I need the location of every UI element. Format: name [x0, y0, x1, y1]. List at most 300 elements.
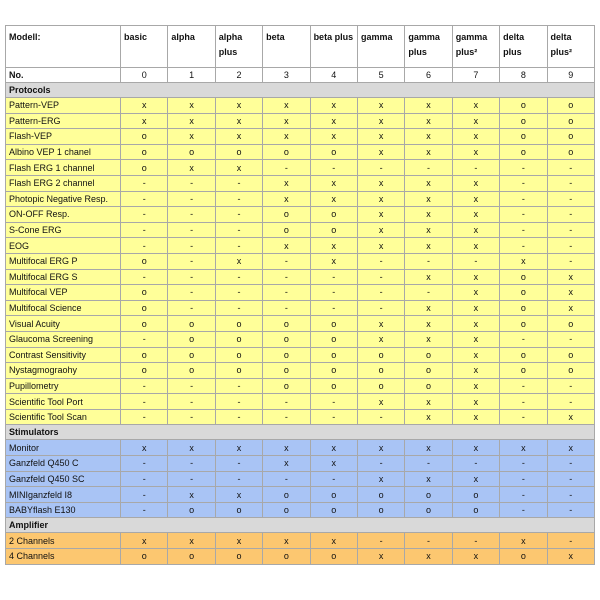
availability-cell: x: [215, 98, 262, 114]
availability-cell: o: [357, 378, 404, 394]
availability-cell: x: [452, 549, 499, 565]
availability-cell: -: [547, 487, 594, 503]
availability-cell: -: [452, 160, 499, 176]
availability-cell: -: [121, 175, 168, 191]
availability-cell: o: [263, 378, 310, 394]
table-row: [6, 487, 595, 503]
row-label: Pattern-ERG: [6, 113, 121, 129]
availability-cell: -: [168, 222, 215, 238]
availability-cell: -: [168, 285, 215, 301]
availability-cell: x: [310, 129, 357, 145]
model-number-cell: 7: [452, 68, 499, 83]
availability-cell: x: [405, 394, 452, 410]
availability-cell: o: [357, 487, 404, 503]
availability-cell: x: [452, 347, 499, 363]
availability-cell: o: [121, 347, 168, 363]
availability-cell: o: [168, 331, 215, 347]
availability-cell: -: [310, 471, 357, 487]
availability-cell: x: [452, 394, 499, 410]
availability-cell: x: [405, 471, 452, 487]
availability-cell: o: [357, 347, 404, 363]
availability-cell: o: [168, 502, 215, 518]
table-row: [6, 238, 595, 254]
availability-cell: x: [215, 440, 262, 456]
section-title: Protocols: [6, 83, 595, 98]
availability-cell: -: [121, 487, 168, 503]
availability-cell: x: [357, 191, 404, 207]
model-number-cell: 0: [121, 68, 168, 83]
availability-cell: o: [215, 347, 262, 363]
availability-cell: -: [263, 160, 310, 176]
availability-cell: -: [215, 269, 262, 285]
table-row: [6, 502, 595, 518]
table-row: [6, 191, 595, 207]
availability-cell: x: [263, 98, 310, 114]
availability-cell: x: [357, 471, 404, 487]
model-header-cell: basic: [121, 26, 168, 68]
table-row: [6, 331, 595, 347]
availability-cell: o: [121, 549, 168, 565]
availability-cell: -: [121, 456, 168, 472]
availability-cell: x: [405, 238, 452, 254]
availability-cell: -: [168, 456, 215, 472]
row-label: Scientific Tool Port: [6, 394, 121, 410]
availability-cell: -: [500, 487, 547, 503]
availability-cell: x: [405, 269, 452, 285]
availability-cell: x: [263, 440, 310, 456]
model-number-cell: 8: [500, 68, 547, 83]
row-label: ON-OFF Resp.: [6, 207, 121, 223]
availability-cell: -: [310, 285, 357, 301]
availability-cell: x: [310, 191, 357, 207]
availability-cell: -: [357, 409, 404, 425]
availability-cell: -: [215, 238, 262, 254]
availability-cell: o: [500, 269, 547, 285]
availability-cell: -: [405, 456, 452, 472]
table-row: [6, 378, 595, 394]
table-row: [6, 175, 595, 191]
availability-cell: -: [263, 269, 310, 285]
availability-cell: -: [500, 160, 547, 176]
availability-cell: x: [215, 129, 262, 145]
availability-cell: -: [547, 456, 594, 472]
availability-cell: x: [547, 285, 594, 301]
availability-cell: o: [215, 331, 262, 347]
availability-cell: x: [452, 285, 499, 301]
availability-cell: x: [357, 98, 404, 114]
availability-cell: x: [357, 549, 404, 565]
section-header-row: [6, 83, 595, 98]
availability-cell: x: [215, 160, 262, 176]
availability-cell: x: [310, 238, 357, 254]
row-label: Flash ERG 1 channel: [6, 160, 121, 176]
availability-cell: x: [310, 456, 357, 472]
availability-cell: -: [168, 207, 215, 223]
availability-cell: -: [215, 175, 262, 191]
model-header-cell: alpha: [168, 26, 215, 68]
table-row: [6, 98, 595, 114]
availability-cell: x: [452, 207, 499, 223]
table-row: [6, 113, 595, 129]
availability-cell: o: [263, 331, 310, 347]
availability-cell: x: [452, 440, 499, 456]
availability-cell: -: [357, 300, 404, 316]
availability-cell: o: [263, 502, 310, 518]
availability-cell: -: [547, 331, 594, 347]
table-row: [6, 253, 595, 269]
model-number-cell: 9: [547, 68, 594, 83]
availability-cell: -: [547, 238, 594, 254]
availability-cell: -: [547, 160, 594, 176]
table-row: [6, 549, 595, 565]
availability-cell: o: [168, 347, 215, 363]
availability-cell: o: [263, 347, 310, 363]
availability-cell: x: [121, 533, 168, 549]
availability-cell: o: [263, 549, 310, 565]
availability-cell: o: [500, 113, 547, 129]
availability-cell: -: [500, 456, 547, 472]
availability-cell: o: [357, 363, 404, 379]
availability-cell: -: [547, 191, 594, 207]
availability-cell: x: [452, 300, 499, 316]
availability-cell: o: [121, 363, 168, 379]
availability-cell: x: [215, 253, 262, 269]
availability-cell: x: [357, 207, 404, 223]
availability-cell: x: [452, 129, 499, 145]
availability-cell: o: [357, 502, 404, 518]
row-label: Multifocal VEP: [6, 285, 121, 301]
availability-cell: o: [121, 160, 168, 176]
availability-cell: -: [121, 269, 168, 285]
availability-cell: o: [310, 207, 357, 223]
availability-cell: -: [168, 191, 215, 207]
availability-cell: -: [547, 207, 594, 223]
availability-cell: x: [452, 409, 499, 425]
availability-cell: -: [310, 409, 357, 425]
availability-cell: -: [310, 160, 357, 176]
availability-cell: -: [168, 269, 215, 285]
row-label: BABYflash E130: [6, 502, 121, 518]
availability-cell: x: [357, 238, 404, 254]
table-row: [6, 456, 595, 472]
availability-cell: x: [357, 440, 404, 456]
availability-cell: x: [310, 98, 357, 114]
availability-cell: o: [547, 347, 594, 363]
availability-cell: o: [405, 502, 452, 518]
availability-cell: x: [357, 222, 404, 238]
availability-cell: x: [357, 331, 404, 347]
availability-cell: o: [121, 129, 168, 145]
availability-cell: -: [547, 253, 594, 269]
row-label: Scientific Tool Scan: [6, 409, 121, 425]
availability-cell: o: [405, 487, 452, 503]
availability-cell: x: [168, 98, 215, 114]
header-row: [6, 26, 595, 68]
availability-cell: o: [121, 253, 168, 269]
availability-cell: -: [215, 394, 262, 410]
model-number-cell: 4: [310, 68, 357, 83]
availability-cell: o: [168, 144, 215, 160]
availability-cell: -: [500, 238, 547, 254]
availability-cell: -: [547, 378, 594, 394]
model-header-cell: delta plus: [500, 26, 547, 68]
table-row: [6, 144, 595, 160]
section-title: Amplifier: [6, 518, 595, 533]
availability-cell: -: [121, 394, 168, 410]
row-label: Ganzfeld Q450 C: [6, 456, 121, 472]
availability-cell: o: [405, 347, 452, 363]
availability-cell: x: [405, 175, 452, 191]
availability-cell: x: [263, 175, 310, 191]
row-label: 2 Channels: [6, 533, 121, 549]
model-header-cell: delta plus²: [547, 26, 594, 68]
model-header-cell: gamma plus²: [452, 26, 499, 68]
availability-cell: x: [405, 207, 452, 223]
availability-cell: o: [263, 207, 310, 223]
availability-cell: o: [215, 549, 262, 565]
availability-cell: x: [452, 175, 499, 191]
availability-cell: -: [357, 533, 404, 549]
availability-cell: o: [121, 300, 168, 316]
availability-cell: x: [405, 440, 452, 456]
model-number-cell: 2: [215, 68, 262, 83]
availability-cell: -: [357, 269, 404, 285]
availability-cell: -: [310, 269, 357, 285]
availability-cell: o: [263, 363, 310, 379]
row-label: Nystagmograohy: [6, 363, 121, 379]
availability-cell: o: [168, 363, 215, 379]
table-row: [6, 316, 595, 332]
availability-cell: -: [500, 331, 547, 347]
availability-cell: x: [215, 487, 262, 503]
number-label: No.: [6, 68, 121, 83]
availability-cell: -: [500, 378, 547, 394]
availability-cell: -: [168, 409, 215, 425]
availability-cell: x: [405, 316, 452, 332]
availability-cell: x: [547, 440, 594, 456]
availability-cell: x: [357, 175, 404, 191]
availability-cell: o: [500, 129, 547, 145]
availability-cell: o: [405, 363, 452, 379]
availability-cell: x: [405, 300, 452, 316]
availability-cell: o: [263, 222, 310, 238]
availability-cell: -: [121, 191, 168, 207]
availability-cell: o: [168, 316, 215, 332]
row-label: Flash-VEP: [6, 129, 121, 145]
availability-cell: o: [547, 129, 594, 145]
availability-cell: -: [263, 253, 310, 269]
availability-cell: -: [500, 207, 547, 223]
availability-cell: x: [121, 98, 168, 114]
availability-cell: -: [215, 409, 262, 425]
availability-cell: x: [168, 113, 215, 129]
availability-cell: -: [357, 253, 404, 269]
availability-cell: -: [121, 222, 168, 238]
availability-cell: x: [405, 191, 452, 207]
availability-cell: -: [168, 378, 215, 394]
availability-cell: x: [547, 300, 594, 316]
table-row: [6, 347, 595, 363]
availability-cell: -: [263, 471, 310, 487]
availability-cell: x: [357, 144, 404, 160]
availability-cell: x: [215, 113, 262, 129]
row-label: Multifocal ERG S: [6, 269, 121, 285]
row-label: Visual Acuity: [6, 316, 121, 332]
availability-cell: -: [547, 471, 594, 487]
availability-cell: x: [121, 440, 168, 456]
availability-cell: -: [310, 394, 357, 410]
row-label: Glaucoma Screening: [6, 331, 121, 347]
availability-cell: x: [357, 316, 404, 332]
availability-cell: x: [405, 113, 452, 129]
availability-cell: o: [547, 113, 594, 129]
availability-cell: -: [215, 456, 262, 472]
table-row: [6, 394, 595, 410]
model-number-cell: 6: [405, 68, 452, 83]
row-label: Photopic Negative Resp.: [6, 191, 121, 207]
availability-cell: o: [452, 487, 499, 503]
row-label: EOG: [6, 238, 121, 254]
availability-cell: -: [168, 238, 215, 254]
availability-cell: x: [263, 238, 310, 254]
availability-cell: x: [263, 113, 310, 129]
availability-cell: o: [121, 316, 168, 332]
section-header-row: [6, 518, 595, 533]
availability-cell: x: [168, 160, 215, 176]
availability-cell: o: [310, 144, 357, 160]
row-label: Pupillometry: [6, 378, 121, 394]
availability-cell: x: [452, 269, 499, 285]
model-header-cell: alpha plus: [215, 26, 262, 68]
availability-cell: o: [547, 316, 594, 332]
availability-cell: x: [452, 222, 499, 238]
table-row: [6, 269, 595, 285]
row-label: 4 Channels: [6, 549, 121, 565]
availability-cell: -: [405, 160, 452, 176]
model-comparison-table: [5, 25, 595, 565]
availability-cell: -: [121, 238, 168, 254]
availability-cell: x: [263, 456, 310, 472]
availability-cell: -: [121, 378, 168, 394]
availability-cell: o: [263, 487, 310, 503]
availability-cell: -: [547, 394, 594, 410]
availability-cell: x: [310, 440, 357, 456]
availability-cell: o: [215, 316, 262, 332]
availability-cell: -: [500, 471, 547, 487]
availability-cell: o: [168, 549, 215, 565]
model-header-cell: gamma plus: [405, 26, 452, 68]
availability-cell: o: [215, 144, 262, 160]
availability-cell: o: [310, 222, 357, 238]
availability-cell: x: [452, 98, 499, 114]
availability-cell: x: [263, 129, 310, 145]
availability-cell: -: [168, 471, 215, 487]
availability-cell: x: [357, 394, 404, 410]
availability-cell: x: [547, 549, 594, 565]
availability-cell: -: [168, 175, 215, 191]
availability-cell: x: [310, 175, 357, 191]
availability-cell: x: [310, 113, 357, 129]
availability-cell: x: [310, 253, 357, 269]
model-number-cell: 5: [357, 68, 404, 83]
availability-cell: x: [405, 331, 452, 347]
availability-cell: -: [500, 394, 547, 410]
availability-cell: o: [500, 285, 547, 301]
row-label: Contrast Sensitivity: [6, 347, 121, 363]
row-label: Pattern-VEP: [6, 98, 121, 114]
availability-cell: x: [452, 191, 499, 207]
availability-cell: o: [500, 300, 547, 316]
availability-cell: o: [310, 487, 357, 503]
availability-cell: o: [500, 98, 547, 114]
availability-cell: o: [500, 549, 547, 565]
model-number-cell: 3: [263, 68, 310, 83]
availability-cell: -: [215, 191, 262, 207]
availability-cell: x: [405, 98, 452, 114]
availability-cell: x: [168, 129, 215, 145]
row-label: Albino VEP 1 chanel: [6, 144, 121, 160]
model-header-cell: gamma: [357, 26, 404, 68]
availability-cell: -: [215, 471, 262, 487]
availability-cell: o: [500, 347, 547, 363]
availability-cell: -: [263, 300, 310, 316]
row-label: Multifocal Science: [6, 300, 121, 316]
availability-cell: -: [405, 285, 452, 301]
availability-cell: x: [452, 144, 499, 160]
table-row: [6, 285, 595, 301]
availability-cell: x: [215, 533, 262, 549]
availability-cell: x: [452, 363, 499, 379]
table-row: [6, 440, 595, 456]
availability-cell: x: [405, 144, 452, 160]
row-label: Ganzfeld Q450 SC: [6, 471, 121, 487]
table-row: [6, 300, 595, 316]
availability-cell: -: [357, 160, 404, 176]
availability-cell: x: [168, 487, 215, 503]
availability-cell: -: [215, 378, 262, 394]
table-row: [6, 222, 595, 238]
availability-cell: -: [357, 285, 404, 301]
availability-cell: -: [215, 300, 262, 316]
availability-cell: o: [310, 502, 357, 518]
availability-cell: -: [168, 300, 215, 316]
availability-cell: x: [405, 129, 452, 145]
row-label: S-Cone ERG: [6, 222, 121, 238]
availability-cell: -: [547, 175, 594, 191]
availability-cell: o: [310, 378, 357, 394]
availability-cell: x: [547, 269, 594, 285]
table-row: [6, 207, 595, 223]
availability-cell: o: [500, 363, 547, 379]
availability-cell: -: [263, 394, 310, 410]
availability-cell: -: [263, 285, 310, 301]
availability-cell: o: [310, 347, 357, 363]
availability-cell: o: [500, 144, 547, 160]
availability-cell: -: [500, 409, 547, 425]
table-row: [6, 409, 595, 425]
availability-cell: -: [500, 502, 547, 518]
availability-cell: o: [452, 502, 499, 518]
availability-cell: o: [547, 144, 594, 160]
section-header-row: [6, 425, 595, 440]
table-row: [6, 160, 595, 176]
availability-cell: -: [215, 285, 262, 301]
availability-cell: -: [452, 533, 499, 549]
availability-cell: x: [121, 113, 168, 129]
availability-cell: -: [215, 222, 262, 238]
availability-cell: o: [263, 316, 310, 332]
availability-cell: x: [452, 471, 499, 487]
